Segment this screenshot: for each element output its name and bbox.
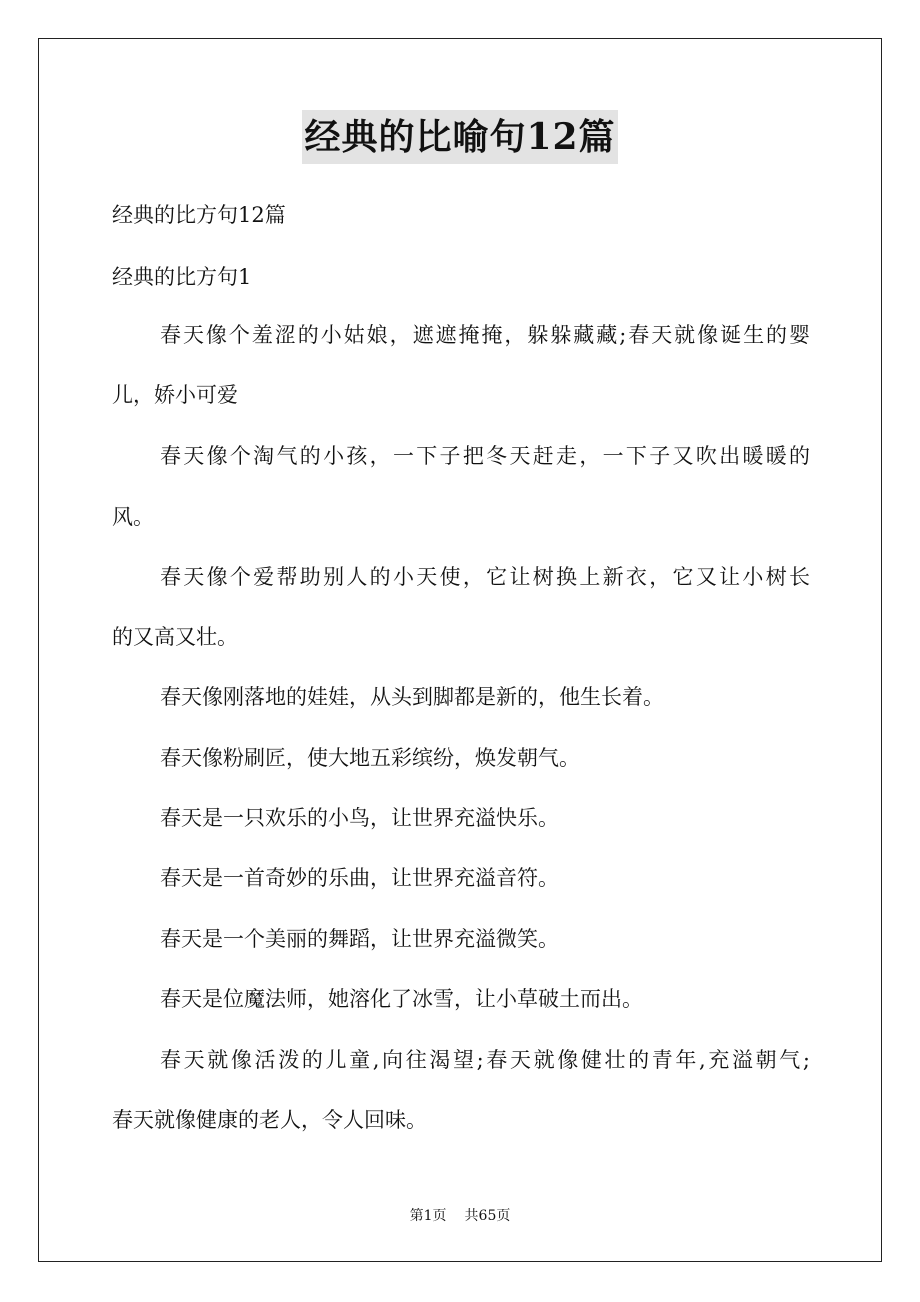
paragraph-2-line-1: 春天像个淘气的小孩，一下子把冬天赶走，一下子又吹出暖暖的	[160, 444, 810, 468]
paragraph-8: 春天是一个美丽的舞蹈，让世界充溢微笑。	[160, 927, 559, 951]
page-total: 共65页	[464, 1208, 511, 1224]
page-footer	[0, 1206, 920, 1226]
section-heading: 经典的比方句1	[112, 265, 252, 289]
paragraph-3-line-2: 的又高又壮。	[112, 625, 238, 649]
paragraph-3-line-1: 春天像个爱帮助别人的小天使，它让树换上新衣，它又让小树长	[160, 565, 810, 589]
paragraph-2-line-2: 风。	[112, 505, 154, 529]
paragraph-4: 春天像刚落地的娃娃，从头到脚都是新的，他生长着。	[160, 685, 664, 709]
paragraph-1-line-2: 儿，娇小可爱	[112, 383, 238, 407]
paragraph-6: 春天是一只欢乐的小鸟，让世界充溢快乐。	[160, 806, 559, 830]
page-number: 第1页	[409, 1208, 447, 1224]
paragraph-10-line-1: 春天就像活泼的儿童,向往渴望;春天就像健壮的青年,充溢朝气;	[160, 1048, 810, 1072]
paragraph-9: 春天是位魔法师，她溶化了冰雪，让小草破土而出。	[160, 987, 643, 1011]
paragraph-7: 春天是一首奇妙的乐曲，让世界充溢音符。	[160, 866, 559, 890]
title-container	[0, 110, 920, 164]
document-subtitle: 经典的比方句12篇	[112, 203, 286, 227]
paragraph-5: 春天像粉刷匠，使大地五彩缤纷，焕发朝气。	[160, 746, 580, 770]
document-title: 经典的比喻句12篇	[302, 110, 617, 164]
paragraph-10-line-2: 春天就像健康的老人，令人回味。	[112, 1108, 427, 1132]
paragraph-1-line-1: 春天像个羞涩的小姑娘，遮遮掩掩，躲躲藏藏;春天就像诞生的婴	[160, 323, 810, 347]
